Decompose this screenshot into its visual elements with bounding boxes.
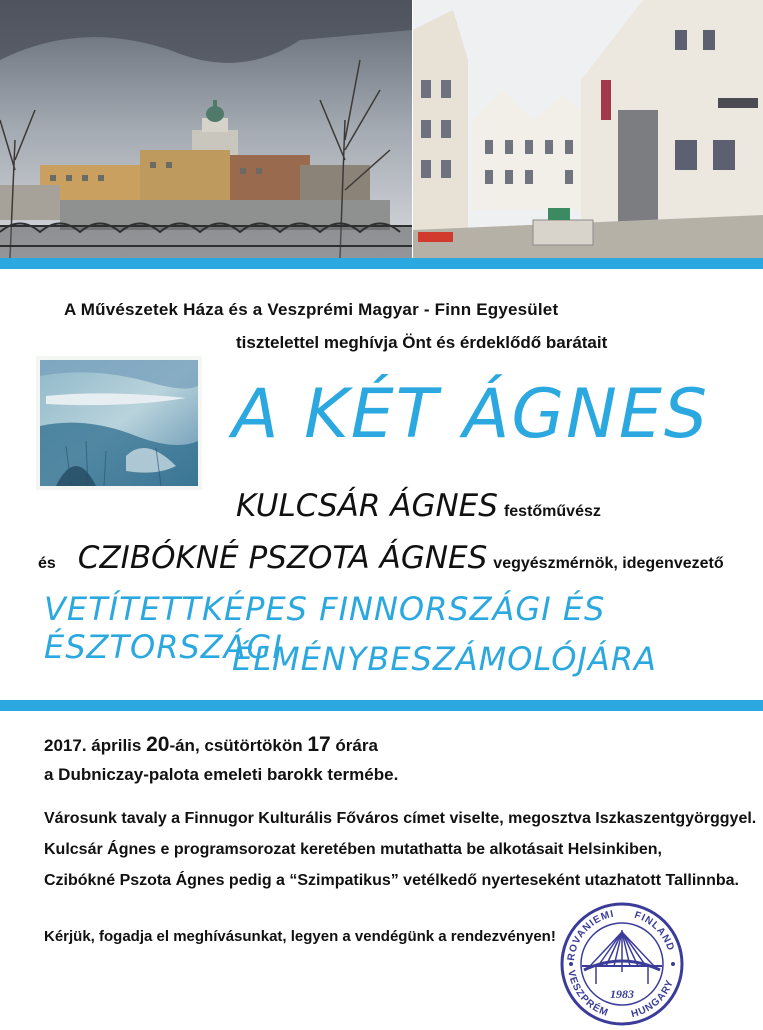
header-photos — [0, 0, 763, 258]
seal-bottom-left: VESZPRÉM — [565, 969, 611, 1019]
date-line — [44, 733, 378, 757]
person-1-role: festőművész — [503, 503, 601, 520]
person-2-name: CZIBÓKNÉ PSZOTA ÁGNES — [77, 540, 488, 576]
person-2-role: vegyészmérnök, idegenvezető — [493, 555, 724, 572]
seal-top-right: FINLAND — [632, 909, 677, 953]
person-2 — [38, 540, 724, 576]
invite-line: tisztelettel meghívja Önt és érdeklődő barátait — [236, 333, 608, 352]
helsinki-photo — [0, 0, 412, 258]
date-suffix: órára — [330, 736, 378, 755]
body-line-2: Kulcsár Ágnes e programsorozat keretében mutathatta be alkotásait Helsinkiben, — [44, 841, 662, 858]
association-seal — [552, 900, 692, 1028]
date-day: 20 — [146, 733, 170, 756]
closing-line: Kérjük, fogadja el meghívásunkat, legyen a vendégünk a rendezvényen! — [44, 928, 556, 945]
venue-line: a Dubniczay-palota emeleti barokk termébe. — [44, 765, 399, 784]
seal-bottom-right: HUNGARY — [630, 977, 677, 1021]
seal-year: 1983 — [610, 987, 634, 1001]
date-hour: 17 — [307, 733, 331, 756]
painting-image — [36, 356, 202, 490]
connector-text: és — [38, 555, 56, 572]
event-title: A KÉT ÁGNES — [232, 375, 710, 454]
date-mid: -án, csütörtökön — [169, 736, 308, 755]
subtitle-line-2: ÉLMÉNYBESZÁMOLÓJÁRA — [232, 640, 657, 678]
top-divider — [0, 258, 763, 269]
body-line-1: Városunk tavaly a Finnugor Kulturális Főváros címet viselte, megosztva Iszkaszentgyörggyel. — [44, 810, 757, 827]
person-1-name: KULCSÁR ÁGNES — [236, 488, 498, 524]
tallinn-photo — [413, 0, 763, 258]
date-prefix: 2017. április — [44, 736, 147, 755]
body-paragraph — [44, 803, 756, 896]
subtitle-line-1: VETÍTETTKÉPES FINNORSZÁGI ÉS ÉSZTORSZÁGI — [44, 590, 606, 666]
body-line-3: Czibókné Pszota Ágnes pedig a “Szimpatikus” vetélkedő nyerteseként utazhatott Tallinnba. — [44, 872, 739, 889]
person-1 — [236, 488, 601, 524]
middle-divider — [0, 700, 763, 711]
organizers-line: A Művészetek Háza és a Veszprémi Magyar - Finn Egyesület — [64, 300, 559, 319]
seal-top-left: ROVANIEMI — [566, 908, 616, 962]
